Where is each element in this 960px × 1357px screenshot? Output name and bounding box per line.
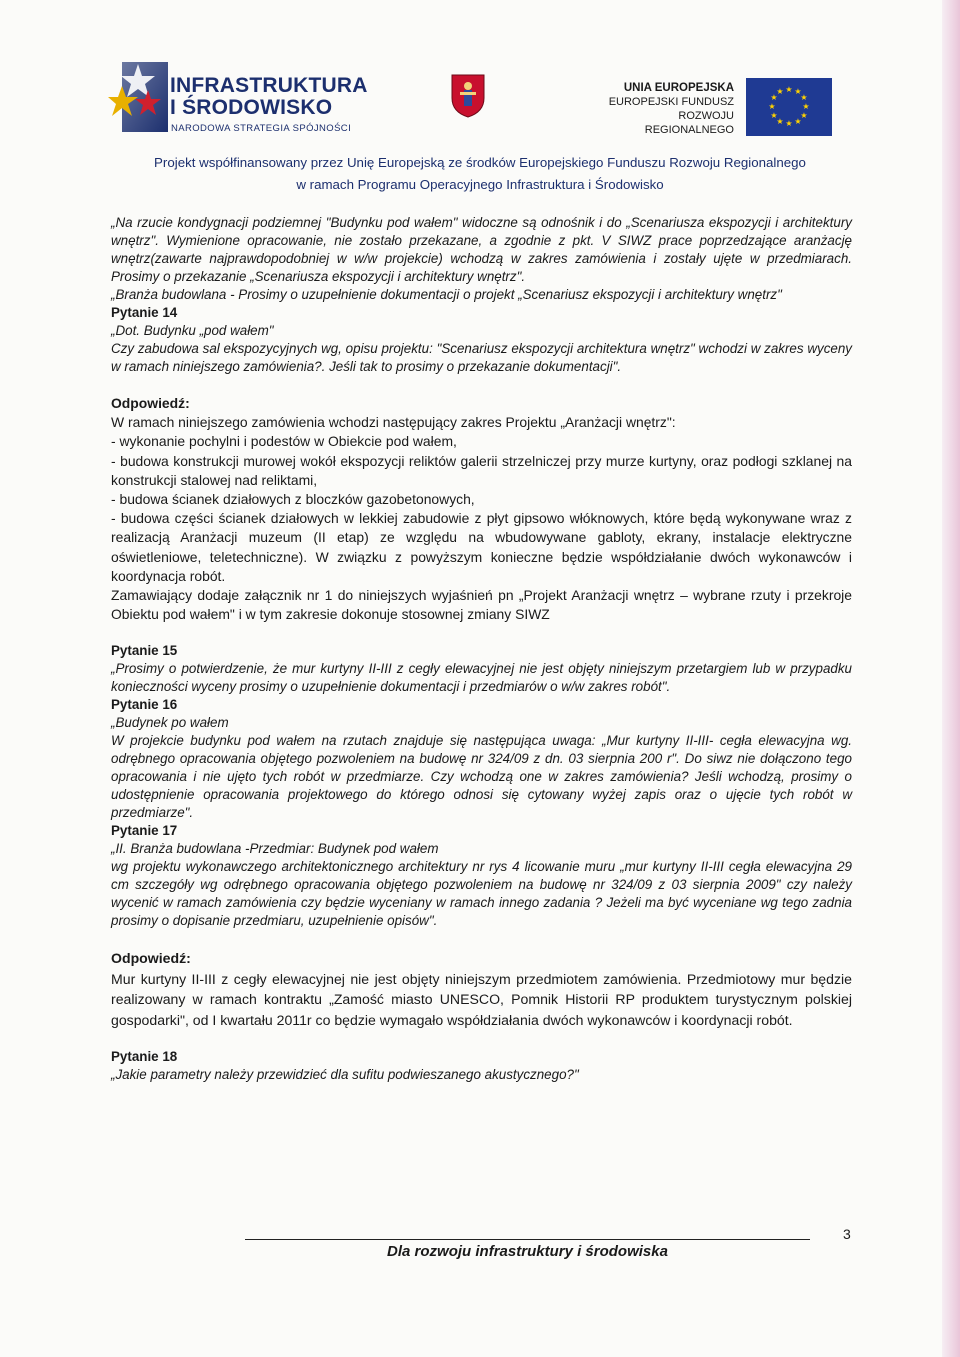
question-16-text: W projekcie budynku pod wałem na rzutach znajduje się następująca uwaga: „Mur kurtyny II-III- cegła elewacyjna wg. odrębnego opracowania objętego pozwoleniem na budowę nr 324/09 z dn. 03 sierpnia 200 r". Do siwz nie dołączono tego opracowania i nie ujęto tych robót w przedmiarze. Czy wchodzą one w zakres zamówienia? Jeśli wchodzą, prosimy o udostępnienie opracowania projektowego do którego odnosi się cytowany wyżej zapis oraz o ujęcie tych robót w przedmiarze". xyxy=(111,733,852,821)
intro-paragraph-branza: „Branża budowlana - Prosimy o uzupełnienie dokumentacji o projekt „Scenariusz ekspozycji i architektury wnętrz" xyxy=(111,287,782,302)
eu-logo xyxy=(592,78,852,138)
question-17-text: wg projektu wykonawczego architektonicznego architektury nr rys 4 licowanie muru „mur kurtyny II-III cegła elewacyjna 29 cm szczegóły wg odrębnego opracowania objętego pozwoleniem na budowę nr 324/09 z 03 sierpnia 2009" czy należy wycenić w ramach zamówienia czy będzie wyceniany w ramach innego zadania ? Jeżeli ma być wyceniane wg tego zadnia prosimy o dopisanie przedmiaru, uzupełnienie opisów". xyxy=(111,859,852,929)
footer-slogan: Dla rozwoju infrastruktury i środowiska xyxy=(387,1243,668,1260)
question-15-heading: Pytanie 15 xyxy=(111,643,178,659)
page-number: 3 xyxy=(843,1226,851,1242)
page-edge-strip xyxy=(942,0,960,1357)
answer-1-item: - wykonanie pochylni i podestów w Obiekcie pod wałem, xyxy=(111,433,457,450)
svg-text:★: ★ xyxy=(800,111,808,120)
svg-text:★: ★ xyxy=(800,93,808,102)
question-17-heading: Pytanie 17 xyxy=(111,823,178,839)
answer-1-item: - budowa ścianek działowych z bloczków gazobetonowych, xyxy=(111,491,475,508)
svg-text:★: ★ xyxy=(770,111,778,120)
answer-1-intro: W ramach niniejszego zamówienia wchodzi następujący zakres Projektu „Aranżacji wnętrz": xyxy=(111,414,676,431)
svg-text:★: ★ xyxy=(785,119,793,128)
question-18-heading: Pytanie 18 xyxy=(111,1049,178,1065)
svg-text:★: ★ xyxy=(802,102,810,111)
eu-line3: ROZWOJU REGIONALNEGO xyxy=(644,110,734,136)
document-body xyxy=(111,214,852,1084)
question-15-text: „Prosimy o potwierdzenie, że mur kurtyny II-III z cegły elewacyjnej nie jest objęty niniejszym przetargiem lub w przypadku konieczności wyceny prosimy o uzupełnienie dokumentacji i przedmiarów o w/w zakres robót". xyxy=(111,661,852,695)
answer-1-outro: Zamawiający dodaje załącznik nr 1 do niniejszych wyjaśnień pn „Projekt Aranżacji wnętrz – wybrane rzuty i przekroje Obiektu pod wałem" i w tym zakresie dokonuje stosownej zmiany SIWZ xyxy=(111,587,852,623)
question-14-heading: Pytanie 14 xyxy=(111,305,178,320)
answer-1-item: - budowa części ścianek działowych w lekkiej zabudowie z płyt gipsowo włóknowych, które będą wykonywane wraz z realizacją Aranżacji muzeum (II etap) ze względu na wbudowywane gabloty, ekrany, instalacje elektryczne oświetleniowe, teletechniczne). W związku z powyższym konieczne będzie współdziałanie dwóch wykonawców i koordynacja robót. xyxy=(111,510,852,584)
header-logos xyxy=(108,56,848,148)
eu-line1: UNIA EUROPEJSKA xyxy=(623,82,734,94)
answer-2-heading: Odpowiedź: xyxy=(111,950,191,967)
question-14-text: Czy zabudowa sal ekspozycyjnych wg, opisu projektu: "Scenariusz ekspozycji architektura wnętrz" wchodzi w zakres wyceny w ramach niniejszego zamówienia?. Jeśli tak to prosimy o przekazanie dokumentacji". xyxy=(111,341,852,374)
question-16-subject: „Budynek po wałem xyxy=(111,715,229,731)
svg-text:★: ★ xyxy=(794,87,802,96)
footer-divider xyxy=(245,1239,810,1240)
question-16-heading: Pytanie 16 xyxy=(111,697,178,713)
svg-text:★: ★ xyxy=(776,87,784,96)
eu-flag-icon xyxy=(746,78,832,136)
cofinancing-caption-line2: w ramach Programu Operacyjnego Infrastruktura i Środowisko xyxy=(296,177,664,192)
svg-text:★: ★ xyxy=(776,117,784,126)
svg-text:★: ★ xyxy=(794,117,802,126)
svg-text:★: ★ xyxy=(770,93,778,102)
cofinancing-caption-line1: Projekt współfinansowany przez Unię Europejską ze środków Europejskiego Funduszu Rozwoju Regionalnego xyxy=(154,155,806,170)
intro-paragraph: „Na rzucie kondygnacji podziemnej "Budynku pod wałem" widoczne są odnośnik i do „Scenariusza ekspozycji i architektury wnętrz". Wymienione opracowanie, nie zostało przekazane, a zgodnie z pkt. V SIWZ prace poprzedzające aranżację wnętrz(zawarte najprawdopodobniej w w/w projekcie) wchodzą w zakres zamówienia i zostały ujęte w przedmiarach. Prosimy o przekazanie „Scenariusza ekspozycji i architektury wnętrz". xyxy=(111,215,852,284)
question-18-text: „Jakie parametry należy przewidzieć dla sufitu podwieszanego akustycznego?" xyxy=(111,1067,579,1083)
eu-line2: EUROPEJSKI FUNDUSZ xyxy=(608,96,734,108)
answer-1-item: - budowa konstrukcji murowej wokół ekspozycji reliktów galerii strzelniczej przy murze kurtyny, oraz podłogi szklanej na konstrukcji stalowej nad reliktami, xyxy=(111,452,852,488)
svg-text:★: ★ xyxy=(768,102,776,111)
answer-1-heading: Odpowiedź: xyxy=(111,395,190,411)
answer-2 xyxy=(111,948,852,1030)
answer-2-text: Mur kurtyny II-III z cegły elewacyjnej nie jest objęty niniejszym przedmiotem zamówienia. Przedmiotowy mur będzie realizowany w ramach kontraktu „Zamość miasto UNESCO, Pomnik Historii RP produktem turystycznym polskiej gospodarki", od I kwartału 2011r co będzie wymagało współdziałania dwóch wykonawców i koordynacji robót. xyxy=(111,970,852,1028)
city-crest-icon xyxy=(451,74,485,118)
stars-emblem-icon xyxy=(108,56,170,138)
brand-title: INFRASTRUKTURA I ŚRODOWISKO xyxy=(170,74,368,119)
svg-text:★: ★ xyxy=(785,85,793,94)
question-14-subject: „Dot. Budynku „pod wałem" xyxy=(111,323,274,338)
question-17-subject: „II. Branża budowlana -Przedmiar: Budynek pod wałem xyxy=(111,841,439,857)
brand-subtitle: NARODOWA STRATEGIA SPÓJNOŚCI xyxy=(171,123,352,134)
answer-1 xyxy=(111,394,852,624)
infrastruktura-logo xyxy=(108,56,408,138)
